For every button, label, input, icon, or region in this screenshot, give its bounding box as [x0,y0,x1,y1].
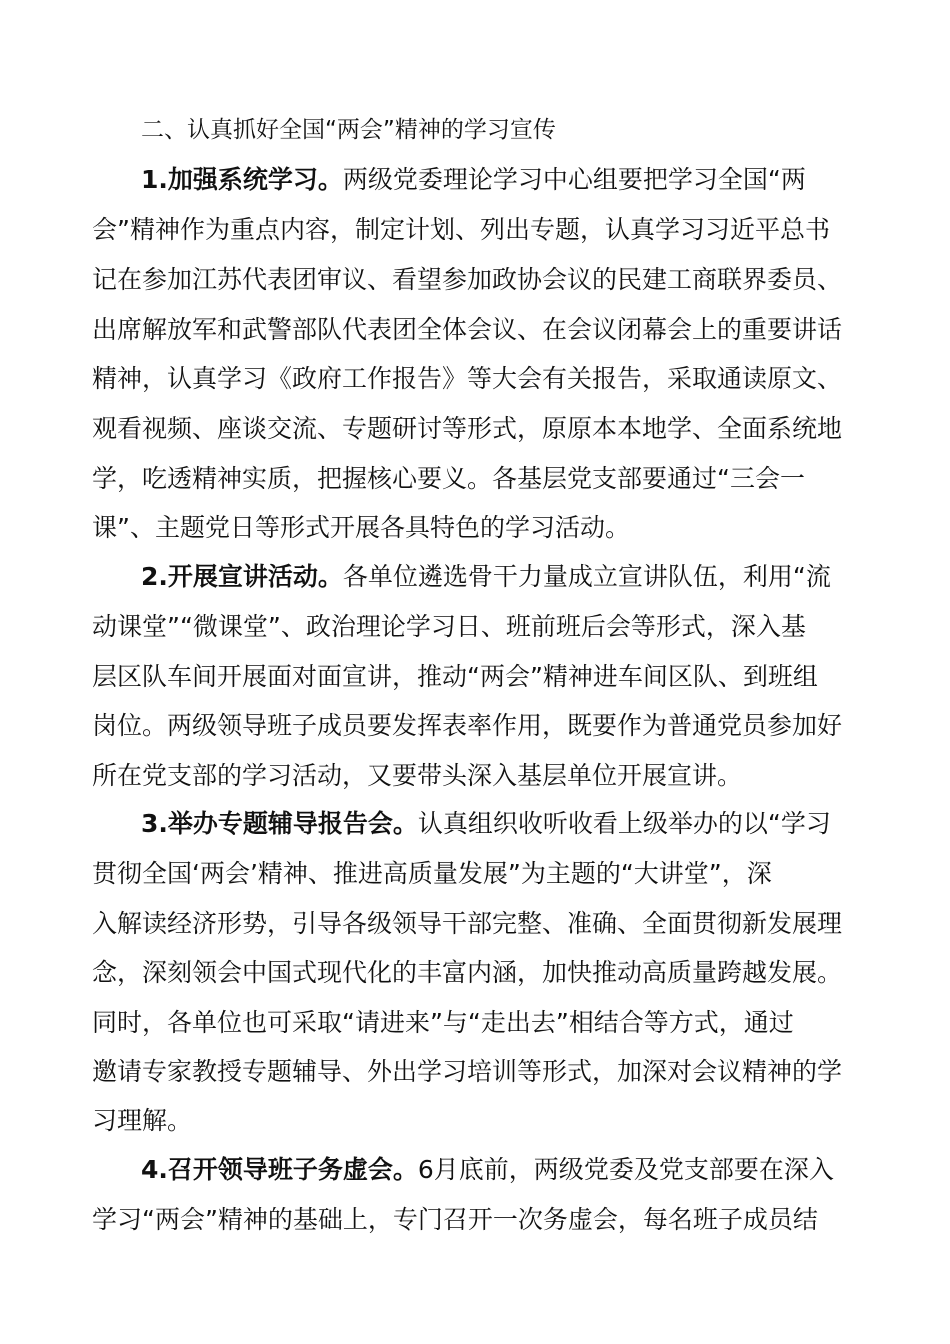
paragraph-1-line-1 [141,162,806,198]
paragraph-1-line-7: 学，吃透精神实质，把握核心要义。各基层党支部要通过“三会一 [92,464,805,493]
paragraph-3-line-2: 贯彻全国‘两会’精神、推进高质量发展”为主题的“大讲堂”，深 [92,859,772,888]
paragraph-3-line-7: 习理解。 [92,1106,193,1135]
paragraph-2-line-4: 岗位。两级领导班子成员要发挥表率作用，既要作为普通党员参加好 [92,711,843,740]
paragraph-4-text: 6月底前，两级党委及党支部要在深入 [417,1155,834,1184]
paragraph-1-line-4: 出席解放军和武警部队代表团全体会议、在会议闭幕会上的重要讲话 [92,315,843,344]
paragraph-3-line-1 [141,806,831,842]
paragraph-3-text: 认真组织收听收看上级举办的以“学习 [417,809,831,838]
paragraph-1-text: 两级党委理论学习中心组要把学习全国“两 [342,165,806,194]
paragraph-2-title: 2.开展宣讲活动。 [141,562,343,591]
paragraph-3-line-5: 同时，各单位也可采取“请进来”与“走出去”相结合等方式，通过 [92,1008,794,1037]
paragraph-4-line-2: 学习“两会”精神的基础上，专门召开一次务虚会，每名班子成员结 [92,1205,818,1234]
paragraph-2-line-1 [141,559,831,595]
paragraph-1-title: 1.加强系统学习。 [141,165,343,194]
paragraph-2-line-5: 所在党支部的学习活动，又要带头深入基层单位开展宣讲。 [92,761,743,790]
paragraph-2-line-2: 动课堂”“微课堂”、政治理论学习日、班前班后会等形式，深入基 [92,612,806,641]
paragraph-1-line-6: 观看视频、座谈交流、专题研讨等形式，原原本本地学、全面系统地 [92,414,843,443]
paragraph-1-line-2: 会”精神作为重点内容，制定计划、列出专题，认真学习习近平总书 [92,215,830,244]
paragraph-2-text: 各单位遴选骨干力量成立宣讲队伍，利用“流 [342,562,831,591]
paragraph-3-line-6: 邀请专家教授专题辅导、外出学习培训等形式，加深对会议精神的学 [92,1057,843,1086]
paragraph-3-line-3: 入解读经济形势，引导各级领导干部完整、准确、全面贯彻新发展理 [92,909,843,938]
section-heading: 二、认真抓好全国“两会”精神的学习宣传 [141,117,556,143]
paragraph-4-title: 4.召开领导班子务虚会。 [141,1155,418,1184]
paragraph-1-line-5: 精神，认真学习《政府工作报告》等大会有关报告，采取通读原文、 [92,364,843,393]
paragraph-3-title: 3.举办专题辅导报告会。 [141,809,418,838]
paragraph-4-line-1 [141,1152,834,1188]
paragraph-1-line-8: 课”、主题党日等形式开展各具特色的学习活动。 [92,513,630,542]
paragraph-2-line-3: 层区队车间开展面对面宣讲，推动“两会”精神进车间区队、到班组 [92,662,818,691]
paragraph-1-line-3: 记在参加江苏代表团审议、看望参加政协会议的民建工商联界委员、 [92,265,843,294]
paragraph-3-line-4: 念，深刻领会中国式现代化的丰富内涵，加快推动高质量跨越发展。 [92,958,843,987]
